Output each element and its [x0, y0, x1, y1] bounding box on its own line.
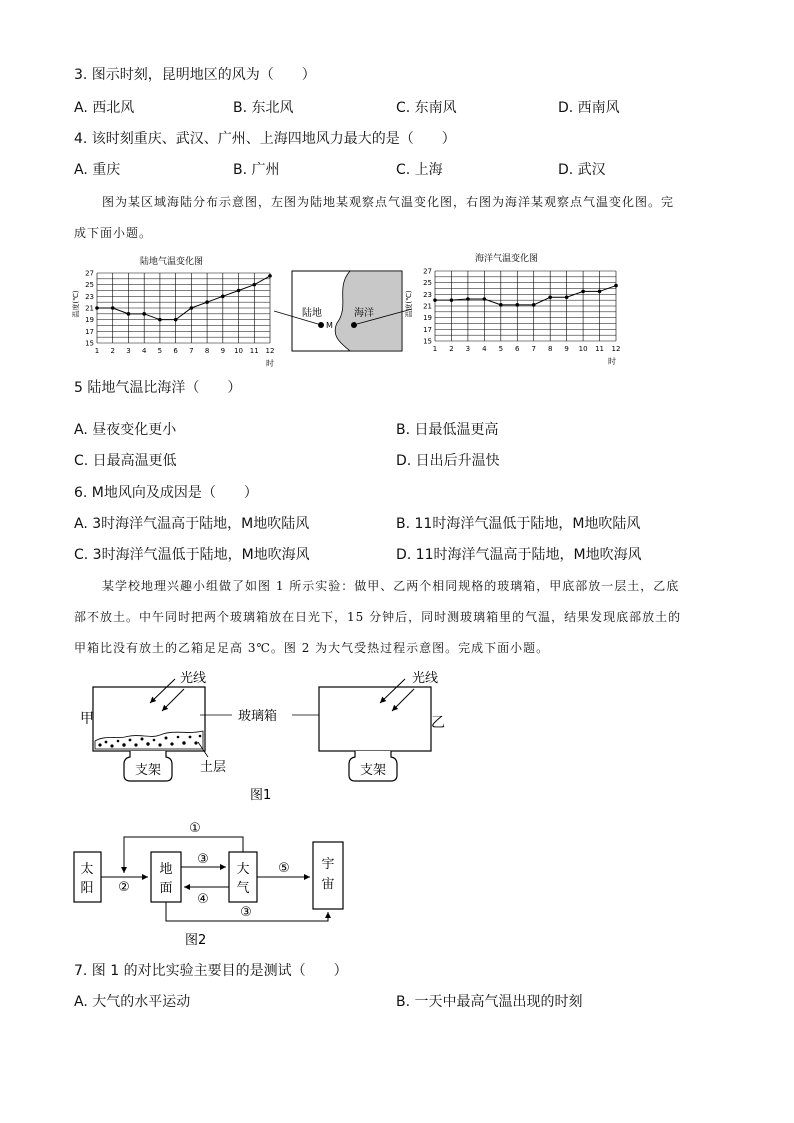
q5-option-c: C. 日最高温更低 — [74, 453, 177, 469]
temperature-figure — [0, 248, 794, 368]
sea-chart-data-point — [532, 303, 536, 307]
q3-stem: 3. 图示时刻，昆明地区的风为（ ） — [74, 67, 316, 83]
sea-chart-x-tick: 5 — [498, 345, 504, 353]
sea-chart-x-tick: 2 — [449, 345, 454, 353]
sea-chart-y-tick: 25 — [423, 279, 432, 288]
land-chart-series-line — [97, 276, 270, 320]
figure1-experiment — [0, 665, 794, 805]
q6-stem: 6. M地风向及成因是（ ） — [74, 485, 258, 501]
land-chart-y-tick: 15 — [85, 339, 94, 348]
land-chart-data-point — [127, 312, 131, 316]
sea-point-dot — [351, 322, 357, 328]
stand-yi-label: 支架 — [359, 763, 387, 778]
sea-chart-x-tick: 6 — [515, 345, 520, 353]
q4-option-c: C. 上海 — [396, 162, 443, 178]
sea-chart-x-tick: 9 — [564, 345, 569, 353]
soil-label: 土层 — [200, 760, 227, 775]
land-chart-x-tick: 6 — [173, 347, 178, 355]
intro1-line2: 成下面小题。 — [74, 226, 153, 240]
sea-chart-title: 海洋气温变化图 — [475, 254, 539, 264]
intro2-line3: 甲箱比没有放土的乙箱足足高 3℃。图 2 为大气受热过程示意图。完成下面小题。 — [74, 641, 550, 655]
land-chart-xunit: 时 — [266, 359, 274, 368]
sea-chart-data-point — [614, 284, 618, 288]
sea-chart-data-point — [598, 290, 602, 294]
figure2-atmosphere-heating — [0, 815, 794, 950]
point-m-label: M — [326, 321, 333, 330]
land-chart-data-point — [205, 300, 209, 304]
atmosphere-label-2: 气 — [236, 881, 250, 896]
label-1: ① — [189, 821, 201, 836]
box-yi — [319, 687, 431, 751]
intro1-line1: 图为某区域海陆分布示意图，左图为陆地某观察点气温变化图，右图为海洋某观察点气温变化图。完 — [102, 195, 675, 209]
land-chart-data-point — [174, 318, 178, 322]
q6-option-d: D. 11时海洋气温高于陆地，M地吹海风 — [396, 547, 642, 563]
q6-option-b: B. 11时海洋气温低于陆地，M地吹陆风 — [396, 516, 641, 532]
sea-chart-x-tick: 8 — [547, 345, 553, 353]
land-chart-y-tick: 27 — [85, 269, 94, 278]
land-chart-x-tick: 5 — [157, 347, 163, 355]
q3-option-c: C. 东南风 — [396, 100, 457, 116]
land-chart-x-tick: 11 — [249, 347, 259, 355]
sea-chart-data-point — [466, 297, 470, 301]
atmosphere-label-1: 大 — [236, 862, 250, 877]
land-chart-x-tick: 8 — [204, 347, 210, 355]
sea-chart-data-point — [433, 298, 437, 302]
q4-option-a: A. 重庆 — [74, 162, 121, 178]
sea-chart-x-tick: 7 — [531, 345, 536, 353]
light-label-yi: 光线 — [412, 671, 439, 686]
sea-chart-data-point — [515, 303, 519, 307]
light-label-jia: 光线 — [180, 671, 207, 686]
stand-jia-label: 支架 — [134, 763, 162, 778]
land-chart-y-tick: 21 — [85, 304, 94, 313]
label-jia: 甲 — [80, 711, 94, 727]
q7-stem: 7. 图 1 的对比实验主要目的是测试（ ） — [74, 963, 348, 979]
q4-stem: 4. 该时刻重庆、武汉、广州、上海四地风力最大的是（ ） — [74, 131, 456, 147]
q5-option-a: A. 昼夜变化更小 — [74, 422, 177, 438]
land-chart-x-tick: 9 — [220, 347, 226, 355]
q4-option-d: D. 武汉 — [558, 162, 606, 178]
sea-chart-y-tick: 27 — [423, 267, 432, 276]
sun-label-2: 阳 — [80, 881, 94, 896]
land-chart-data-point — [221, 295, 225, 299]
land-chart-data-point — [190, 306, 194, 310]
land-chart-y-tick: 23 — [85, 292, 94, 301]
sea-chart-data-point — [581, 290, 585, 294]
sea-chart-ylabel: 温度(℃) — [405, 290, 413, 318]
land-chart-data-point — [268, 274, 272, 278]
land-chart-x-tick: 3 — [126, 347, 131, 355]
intro2-line2: 部不放土。中午同时把两个玻璃箱放在日光下，15 分钟后，同时测玻璃箱里的气温，结果发现底部放土的 — [74, 610, 682, 624]
sea-chart-xunit: 时 — [608, 357, 616, 366]
land-label: 陆地 — [302, 308, 322, 319]
land-chart-data-point — [111, 306, 115, 310]
land-chart-data-point — [237, 289, 241, 293]
land-chart-x-tick: 2 — [110, 347, 115, 355]
sea-chart-x-tick: 11 — [595, 345, 605, 353]
sea-chart-x-tick: 12 — [611, 345, 621, 353]
sea-chart-y-tick: 15 — [423, 337, 432, 346]
q4-option-b: B. 广州 — [233, 162, 280, 178]
q5-option-b: B. 日最低温更高 — [396, 422, 499, 438]
sea-chart-y-tick: 19 — [423, 314, 432, 323]
land-chart-x-tick: 7 — [189, 347, 194, 355]
land-chart-data-point — [252, 283, 256, 287]
sea-chart-x-tick: 1 — [432, 345, 438, 353]
q6-option-a: A. 3时海洋气温高于陆地，M地吹陆风 — [74, 516, 310, 532]
sea-label: 海洋 — [354, 308, 374, 319]
sea-chart-x-tick: 4 — [482, 345, 487, 353]
q5-option-d: D. 日出后升温快 — [396, 453, 500, 469]
sea-chart-data-point — [499, 303, 503, 307]
label-2: ② — [118, 880, 130, 895]
land-chart-y-tick: 19 — [85, 316, 94, 325]
space-label-1: 宇 — [321, 857, 335, 872]
land-chart-data-point — [142, 312, 146, 316]
q3-option-d: D. 西南风 — [558, 100, 620, 116]
sea-chart-data-point — [548, 295, 552, 299]
sea-temperature-chart — [423, 268, 620, 354]
land-chart-data-point — [95, 306, 99, 310]
space-label-2: 宙 — [321, 877, 335, 892]
land-chart-y-tick: 25 — [85, 281, 94, 290]
point-m-dot — [318, 322, 324, 328]
land-chart-ylabel: 温度(℃) — [72, 290, 80, 318]
label-3-bottom: ③ — [240, 905, 252, 920]
land-chart-x-tick: 10 — [234, 347, 244, 355]
land-chart-title: 陆地气温变化图 — [140, 257, 204, 267]
ground-label-2: 面 — [159, 881, 173, 896]
q5-stem: 5 陆地气温比海洋（ ） — [74, 380, 242, 396]
figure1-caption: 图1 — [250, 788, 272, 803]
intro2-line1: 某学校地理兴趣小组做了如图 1 所示实验：做甲、乙两个相同规格的玻璃箱，甲底部放一层土，乙底 — [102, 579, 680, 593]
land-chart-x-tick: 4 — [141, 347, 147, 355]
arrow-1 — [124, 837, 243, 873]
land-chart-y-tick: 17 — [85, 327, 94, 336]
sea-chart-y-tick: 23 — [423, 290, 432, 299]
glass-label: 玻璃箱 — [238, 709, 278, 724]
q3-option-b: B. 东北风 — [233, 100, 294, 116]
q7-option-b: B. 一天中最高气温出现的时刻 — [396, 994, 583, 1010]
land-chart-data-point — [158, 318, 162, 322]
q7-option-a: A. 大气的水平运动 — [74, 994, 191, 1010]
sea-chart-x-tick: 3 — [465, 345, 471, 353]
sea-chart-data-point — [483, 297, 487, 301]
sea-chart-data-point — [565, 295, 569, 299]
label-3-top: ③ — [197, 852, 209, 867]
land-temperature-chart — [85, 270, 274, 356]
sea-chart-data-point — [450, 298, 454, 302]
sea-chart-y-tick: 17 — [423, 325, 432, 334]
sea-chart-x-tick: 10 — [578, 345, 588, 353]
label-4: ④ — [197, 892, 209, 907]
land-chart-x-tick: 12 — [265, 347, 275, 355]
sun-label-1: 太 — [80, 862, 94, 877]
land-chart-x-tick: 1 — [94, 347, 100, 355]
sea-chart-y-tick: 21 — [423, 302, 432, 311]
space-box — [313, 842, 343, 909]
q6-option-c: C. 3时海洋气温低于陆地，M地吹海风 — [74, 547, 310, 563]
ground-label-1: 地 — [159, 862, 173, 877]
label-yi: 乙 — [431, 715, 445, 731]
q3-option-a: A. 西北风 — [74, 100, 135, 116]
figure2-caption: 图2 — [185, 933, 207, 948]
label-5: ⑤ — [278, 861, 290, 876]
